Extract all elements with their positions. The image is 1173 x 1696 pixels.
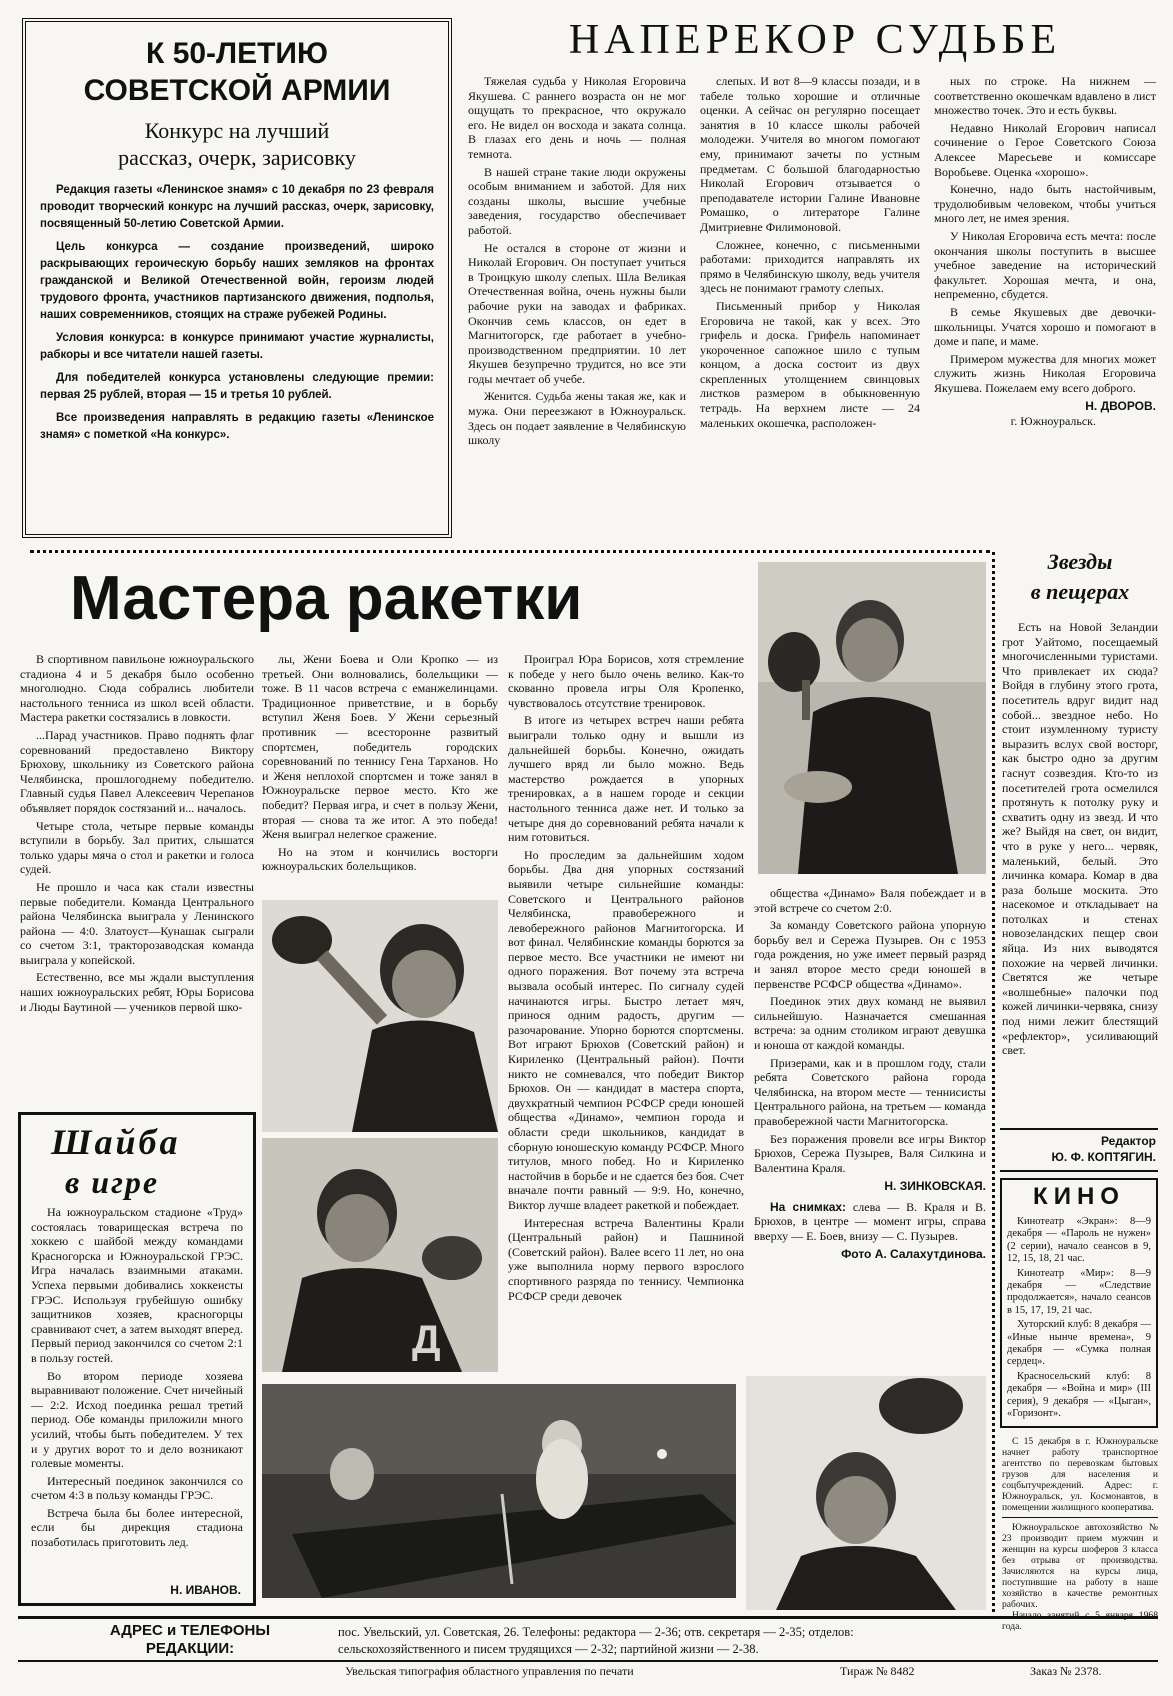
divider-rule <box>1000 1128 1158 1130</box>
ads-column <box>1002 1436 1158 1632</box>
tennis-paragraph: общества «Динамо» Валя побеждает и в этой встрече со счетом 2:0. <box>754 886 986 915</box>
svg-text:Д: Д <box>412 1318 441 1362</box>
hockey-paragraph: На южноуральском стадионе «Труд» состоялась товарищеская встреча по хоккею с шайбой между командами Красногорска и Южноуральской ГРЭС. Игра началась взаимными атаками. Успеха первыми добивались хоккеисты ГРЭС. Используя грубейшую ошибку защитников хозяев, красногорцы сравнивают счет, а затем выходят вперед. Первый период закончился со счетом 2:1 в пользу гостей. <box>31 1205 243 1365</box>
fate-paragraph: Не остался в стороне от жизни и Николай Егорович. Он поступает учиться в Троицкую школу слепых. Шла Великая Отечественная война, очень нужны были рабочие руки на заводах и фабриках. Окончив семь классов, он едет в Магнитогорск, где работает в учебно-производственном предприятии. 10 лет Якушев безупречно трудится, но все эти годы мечтает об учебе. <box>468 240 686 386</box>
stars-paragraph: Есть на Новой Зеландии грот Уайтомо, посещаемый многочисленными туристами. Что привлекает их сюда? Войдя в глубину этого грота, посетитель вдруг видит над собой... звездное небо. Но стоит изумленному туристу выразить вслух свой восторг, как быстро одно за другим гаснут созвездия. Кто-то из посетителей грота осмелился протянуть к потолку руку и схватить одну из звезд. И что же? Выйдя на свет, он видит, что в руке у него... червяк, маленький, белый. Это личинка комара. Комар в два раза больше москита. Это насекомое и откладывает на потолках и стенах новозеландских пещер свои яйца. Из них выводятся похожие на червей личинки. Светятся же четыре «волшебные» палочки под кожей личинки-червяка, снизу под ними лежит блестящий «рефлектор», усиливающий свет. <box>1002 620 1158 1058</box>
hockey-paragraph: Интересный поединок закончился со счетом 4:3 в пользу команды ГРЭС. <box>31 1473 243 1503</box>
fate-paragraph: Конечно, надо быть настойчивым, трудолюбивым человеком, чтобы учиться много лет, не имея зрения. <box>934 182 1156 226</box>
hockey-body <box>31 1205 243 1550</box>
contest-title-line2: СОВЕТСКОЙ АРМИИ <box>83 74 391 107</box>
hockey-title-line1: Шайба <box>51 1122 181 1162</box>
ad-text: С 15 декабря в г. Южноуральске начнет работу транспортное агентство по перевозкам бытовых грузов для населения и соцбытучреждений. Адрес: г. Южноуральск, ул. Космонавтов, в помещении жилищного кооператива. <box>1002 1436 1158 1513</box>
tennis-paragraph: Проиграл Юра Борисов, хотя стремление к победе у него было очень велико. Как-то скованно провела игры Оля Кропенко, чувствовалось отсутствие тренировок. <box>508 652 744 710</box>
hockey-paragraph: Встреча была бы более интересной, если бы дирекция стадиона позаботилась пригото‌вить лед. <box>31 1505 243 1550</box>
tennis-paragraph: Не прошло и часа как стали известны первые победители. Команда Центрального района Челябинска выиграла у Ленинского района — 4:0. Златоуст—Кунашак сыграли со счетом 3:1, тракторозаводская команда выиграла у копейской. <box>20 879 254 967</box>
tennis-paragraph: В итоге из четырех встреч наши ребята выиграли только одну и вышли из дальнейшей борьбы. Конечно, ожидать лучшего вряд ли было можно. Ведь мастерство рождается в упорных тренировках, а в нашем городе и секции настольного тенниса даже нет. И только за четыре дня до соревнований ребята начали к ним готовиться. <box>508 713 744 845</box>
contest-box <box>22 18 452 538</box>
kino-item: Кинотеатр «Экран»: 8—9 декабря — «Пароль не нужен» (2 серии), начало сеансов в 9, 12, 15, 18, 21 час. <box>1007 1216 1151 1265</box>
hockey-box <box>18 1112 256 1606</box>
hockey-title-line2: в игре <box>65 1164 160 1200</box>
kino-title: КИНО <box>1033 1183 1125 1210</box>
divider-rule <box>1000 1170 1158 1172</box>
fate-column-1 <box>468 74 686 536</box>
footer-circulation: Тираж № 8482 <box>840 1664 915 1678</box>
fate-paragraph: Письменный прибор у Николая Егоровича не такой, как у всех. Это грифель и доска. Грифель напоминает укороченное сапожное шило с тупым концом, а доска состоит из двух скрепленных утолщением свинцовых листков размером в обыкновенную тетрадь. На верхнем листе — 24 маленьких окошечка, расположен- <box>700 298 920 430</box>
fate-paragraph: У Николая Егоровича есть мечта: после окончания школы поступить в высшее учебное заведение на исторический факультет. Хорошая мечта, и она, непременно, сбудется. <box>934 228 1156 302</box>
contest-paragraph: Для победителей конкурса установлены следующие премии: первая 25 рублей, вторая — 15 и третья 10 рублей. <box>40 372 434 401</box>
footer-label-line1: АДРЕС и ТЕЛЕФОНЫ <box>109 1622 271 1639</box>
tennis-paragraph: Без поражения провели все игры Виктор Брюхов, Сережа Пузырев, Валя Силкина и Валентина Краля. <box>754 1131 986 1175</box>
fate-paragraph: В семье Якушевых две девочки-школьницы. Учатся хорошо и помогают в доме и папе, и маме. <box>934 304 1156 349</box>
photo-puzyrev <box>746 1376 986 1610</box>
stars-title-line1: Звезды <box>1047 549 1113 574</box>
tennis-photo-credit: Фото А. Салахутдинова. <box>841 1246 986 1261</box>
column-divider <box>992 552 995 1612</box>
fate-paragraph: ных по строке. На нижнем — соответственно окошечкам вдавлено в лист множество точек. Это и есть буквы. <box>934 74 1156 118</box>
fate-title: НАПЕРЕКОР СУДЬБЕ <box>568 17 1062 63</box>
tennis-column-3 <box>508 652 744 1370</box>
tennis-caption <box>754 1200 986 1244</box>
photo-kralya <box>262 900 498 1132</box>
tennis-paragraph: ...Парад участников. Право поднять флаг соревнований предоставлено Виктору Брюхову, школьнику из Советского района Челябинска, прошлогоднему победителю. Главный судья Павел Алексеевич Черепанов объявляет порядок состязаний и... началось. <box>20 727 254 815</box>
fate-column-2 <box>700 74 920 536</box>
editor-name: Ю. Ф. КОПТЯГИН. <box>1051 1150 1156 1164</box>
contest-title-line1: К 50-ЛЕТИЮ <box>146 37 328 70</box>
tennis-column-2 <box>262 652 498 898</box>
fate-paragraph: слепых. И вот 8—9 классы позади, и в табеле только хорошие и отличные оценки. А сейчас он регулярно посещает занятия в 10 классе школы рабочей молодежи. Учителя во многом помогают ему, принимают зачеты по устным предметам. С большой благодарностью Николай Егорович отзывается о преподавателе истории Галине Ивановне Ромашко, о литераторе Галине Дмитриевне Филимоновой. <box>700 74 920 234</box>
fate-paragraph: Недавно Николай Егорович написал сочинение о Герое Советского Союза Алексее Маресьеве и комиссаре Воробьеве. Оценка «хорошо». <box>934 120 1156 179</box>
fate-paragraph: Примером мужества для многих может служить жизнь Николая Егоровича Якушева. Пожелаем ему всего доброго. <box>934 351 1156 395</box>
fate-paragraph: Женится. Судьба жены такая же, как и мужа. Они переезжают в Южноуральск. Здесь он подает заявление в Челябинскую школу <box>468 389 686 448</box>
tennis-paragraph: Четыре стола, четыре первые команды вступили в борьбу. Зал притих, слышатся только удары мяча о стол и ракетки и голоса судей. <box>20 818 254 877</box>
footer-rule <box>18 1660 1158 1662</box>
fate-place: г. Южноуральск. <box>1010 414 1096 429</box>
tennis-title: Мастера ракетки <box>70 564 583 633</box>
tennis-paragraph: лы, Жени Боева и Оли Кропко — из третьей. Они волновались, болельщики — тоже. В 11 часов встреча с еманжелинцами. Традиционное приветствие, и в борьбу вступил Женя Боев. У Жени серьезный противник — всесторонне развитый спортсмен, победитель городских соревнований по теннису Гена Тарханов. Но и Женя неплохой спортсмен и тоже занял в Южноуральске первое место. Кто же победит? Первая игра, и счет в пользу Жени, вторая — снова та же итог. А это победа! Женя выиграл нелегкое сражение. <box>262 652 498 842</box>
kino-box <box>1000 1178 1158 1428</box>
tennis-paragraph: Но проследим за дальнейшим ходом борьбы. Два дня упорных состязаний выявили четыре сильнейшие команды: Советского и Центрального районов Челябинска, правобережного и левобережного районов Магнитогорска. И вот финал. Челябинские команды борются за первое место. Все участники не имеют ни одного поражения. Вот почему эта встреча вызвала особый интерес. По сигналу судей начинаются игры. Быстро летает мяч, принося одним радость, другим — разочарование. Упорно борются спортсмены. Вот играют Брюхов (Советский район) и Кириленко (Центральный район). Почти никто не сомневался, что победит Виктор Брюхов. Он — кандидат в мастера спорта, двухкратный чемпион РСФСР среди юношей общества «Динамо», чемпион города и области среди школьников, кандидат в сборную юношескую команду РСФСР. Много титулов, много побед. Но и Кириленко настойчив в борьбе и не сдается без боя. Счет вначале почти равный — 9:9. Но, конечно, Виктор лучше владеет ракеткой и побеждает. <box>508 847 744 1212</box>
tennis-author: Н. ЗИНКОВСКАЯ. <box>884 1179 986 1194</box>
tennis-column-1 <box>20 652 254 1107</box>
tennis-paragraph: В спортивном павильоне южноуральского стадиона 4 и 5 декабря было особенно многолюдно. Сюда собрались любители настольного тенниса из школ всей области. Мастера ракетки состязались в ловкости. <box>20 652 254 725</box>
fate-paragraph: В нашей стране такие люди окружены особым вниманием и заботой. Для них созданы школы, высшие учебные заведения, государство обеспечивает работой. <box>468 164 686 237</box>
tennis-paragraph: Естественно, все мы ждали выступления наших южноуральских ребят, Юры Борисова и Люды Баутиной — учеников первой шко- <box>20 970 254 1014</box>
contest-paragraph: Редакция газеты «Ленинское знамя» с 10 декабря по 23 февраля проводит творческий конкурс на лучший рассказ, очерк, зарисовку, посвященный 50-летию Советской Армии. <box>40 184 434 230</box>
tennis-caption-label: На снимках: <box>770 1199 847 1214</box>
hockey-paragraph: Во втором периоде хозяева выравнивают положение. Счет ничейный — 2:2. Исход поединка решал третий период. Обе команды приложили много усилий, чтобы быть победителем. У тех и у других ворот то и дело возникают голевые моменты. <box>31 1368 244 1471</box>
contest-subtitle-line2: рассказ, очерк, зарисовку <box>118 145 356 170</box>
photo-game-moment <box>262 1384 736 1598</box>
tennis-paragraph: Призерами, как и в прошлом году, стали ребята Советского района города Челябинска, на втором месте — теннисисты Центрального района, на третьем — команда правобережной части Магнитогорска. <box>754 1055 986 1128</box>
footer-order: Заказ № 2378. <box>1030 1664 1102 1678</box>
contest-paragraph: Цель конкурса — создание произведений, широко раскрывающих героическую борьбу наших земляков на фронтах гражданской и Великой Отечественной войн, героизм людей трудового фронта, участников партизанского движения, подполья, наших современников, стоящих на страже рубежей Родины. <box>40 241 434 321</box>
footer-rule <box>18 1616 1158 1619</box>
fate-column-3 <box>934 74 1156 536</box>
kino-item: Кинотеатр «Мир»: 8—9 декабря — «Следствие продолжается», начало сеансов в 15, 17, 19, 21 час. <box>1007 1267 1151 1316</box>
kino-item: Красносельский клуб: 8 декабря — «Война и мир» (III серия), 9 декабря — «Цыган», «Горизонт». <box>1007 1370 1151 1420</box>
contest-subtitle-line1: Конкурс на лучший <box>144 118 330 143</box>
fate-author: Н. ДВОРОВ. <box>1085 399 1156 414</box>
photo-boev <box>758 562 986 874</box>
footer-address-line1: пос. Увельский, ул. Советская, 26. Телефоны: редактора — 2-36; отв. секретаря — 2-35; отделов: <box>338 1625 854 1639</box>
stars-title-line2: в пещерах <box>1030 579 1130 604</box>
section-divider <box>30 550 990 553</box>
photo-bryukhov <box>262 1138 498 1372</box>
footer-address-line2: сельскохозяйственного и писем трудящихся — 2-32; партийной жизни — 2-38. <box>338 1642 759 1656</box>
tennis-paragraph: За команду Советского района упорную борьбу вел и Сережа Пузырев. Он с 1953 года рождения, но уже имеет первый разряд и занял второе место среди юношей в первенстве РСФСР общества «Динамо». <box>754 918 986 991</box>
contest-paragraph: Условия конкурса: в конкурсе принимают участие журналисты, рабкоры и все читатели нашей газеты. <box>40 332 434 361</box>
ad-text: года. <box>1002 1621 1022 1632</box>
tennis-paragraph: Интересная встреча Валентины Крали (Центральный район) и Пашниной (Советский район). Валее всего 11 лет, но она уже выполнила норму первого взрослого спортивного разряда по теннису. Чемпионка РСФСР среди девочек <box>508 1215 744 1303</box>
divider-rule <box>1002 1517 1158 1518</box>
footer-label-line2: РЕДАКЦИИ: <box>145 1640 235 1657</box>
kino-list <box>1007 1216 1151 1421</box>
tennis-caption-text: слева — В. Краля и В. Брюхов, в центре — момент игры, справа вверху — Е. Боев, внизу — С. Пузырев. <box>754 1199 987 1244</box>
fate-paragraph: Сложнее, конечно, с письменными работами: приходится направлять их прямо в Челябинскую школу, ведь учителя здесь не понимают грамоту слепых. <box>700 237 920 296</box>
tennis-paragraph: Поединок этих двух команд не выявил сильнейшую. Назначается смешанная встреча: за одним столиком играют девушка и юноша от каждой команды. <box>754 994 986 1052</box>
hockey-author: Н. ИВАНОВ. <box>170 1583 241 1597</box>
contest-body <box>40 182 434 444</box>
tennis-paragraph: Но на этом и кончились восторги южноуральских болельщиков. <box>262 844 498 874</box>
ad-text: Южноуральское автохозяйство № 23 производит прием мужчин и женщин на курсы шоферов 3 класса без отрыва от производства. Зачисляются на курсы лица, поступившие на работу в наше хозяйство в качестве ремонтных рабочих. <box>1002 1522 1158 1610</box>
stars-body <box>1002 620 1158 1125</box>
editor-label: Редактор <box>1100 1134 1156 1148</box>
contest-paragraph: Все произведения направлять в редакцию газеты «Ленинское знамя» с пометкой «На конкурс». <box>40 412 434 441</box>
kino-item: Хуторский клуб: 8 декабря — «Иные нынче времена», 9 декабря — «Сумка полная сердец». <box>1007 1319 1151 1368</box>
footer-printer: Увельская типография областного управления по печати <box>345 1664 634 1678</box>
fate-paragraph: Тяжелая судьба у Николая Егоровича Якушева. С раннего возраста он не мог ощущать то прекрасное, что окружало его. Не видел он восхода и заката солнца. В глазах его день и ночь — полная темнота. <box>468 74 686 161</box>
tennis-column-4 <box>754 886 986 1374</box>
